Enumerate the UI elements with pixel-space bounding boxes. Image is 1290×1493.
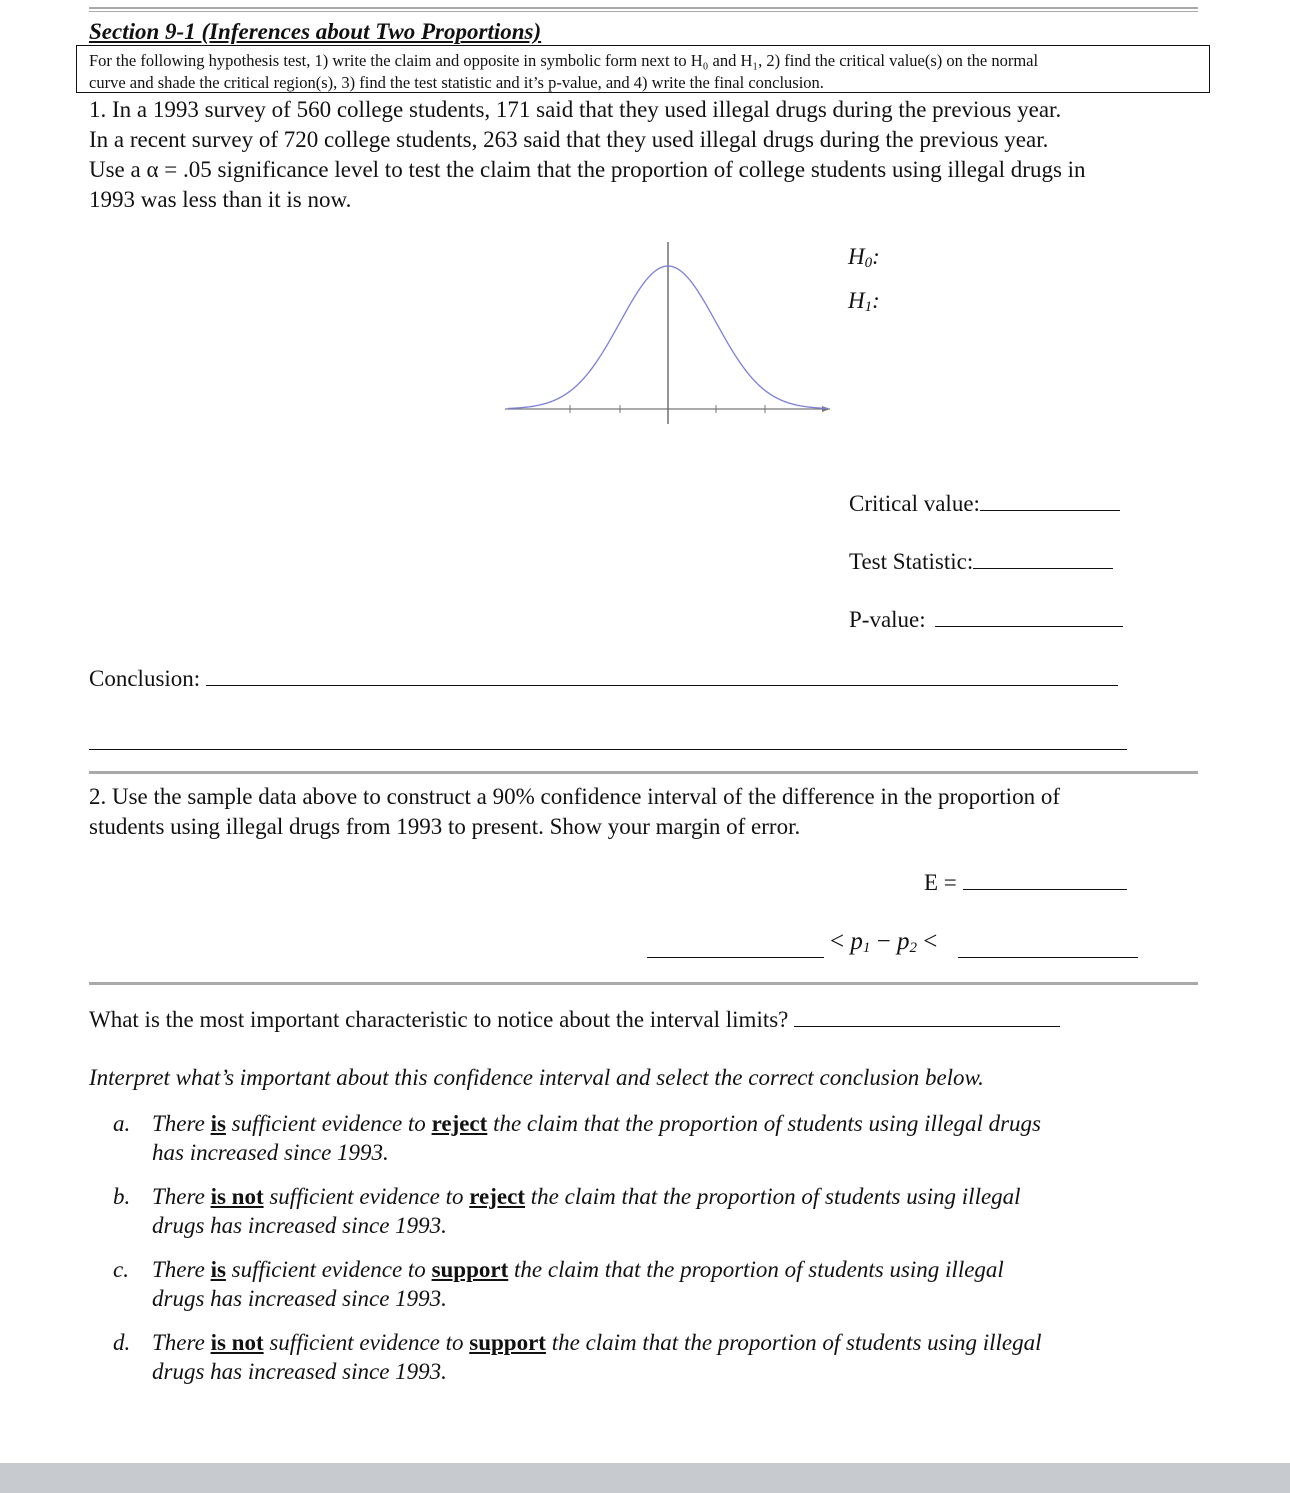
problem-1-line-4: 1993 was less than it is now. — [89, 187, 352, 212]
option-c-text-1: There — [152, 1257, 211, 1282]
option-b-text-1: There — [152, 1184, 211, 1209]
divider-2 — [89, 982, 1198, 985]
option-c-letter: c. — [113, 1257, 129, 1282]
instructions-box — [76, 45, 1210, 93]
option-d-letter: d. — [113, 1330, 131, 1355]
section-title: Section 9-1 (Inferences about Two Proportions) — [89, 19, 542, 44]
option-b-em-2: reject — [469, 1184, 526, 1209]
interval-question-text: What is the most important characteristic to notice about the interval limits? — [89, 1007, 789, 1032]
option-a-text-4: has increased since 1993. — [152, 1140, 389, 1165]
option-a[interactable] — [113, 1109, 1173, 1167]
divider-1 — [89, 771, 1198, 774]
option-d-text-3: the claim that the proportion of students using illegal — [545, 1330, 1042, 1355]
normal-curve-graph — [500, 238, 840, 430]
option-b-text-4: drugs has increased since 1993. — [152, 1213, 447, 1238]
conclusion-field — [89, 666, 1118, 692]
h1-label — [848, 288, 880, 316]
option-a-text-2: sufficient evidence to — [225, 1111, 432, 1136]
instructions-line-1: For the following hypothesis test, 1) write the claim and opposite in symbolic form next to H₀ and H₁, 2) find the critical value(s) on the normal — [89, 51, 1039, 70]
h0-letter: H — [848, 244, 865, 269]
conclusion-blank-1[interactable] — [206, 684, 1118, 686]
margin-of-error-label: E = — [924, 870, 957, 895]
problem-2-line-1: 2. Use the sample data above to construct a 90% confidence interval of the difference in the proportion of — [89, 784, 1060, 809]
problem-1-text — [89, 95, 1199, 215]
h0-label — [848, 244, 880, 272]
option-a-text-1: There — [152, 1111, 211, 1136]
problem-2-line-2: students using illegal drugs from 1993 to present. Show your margin of error. — [89, 814, 801, 839]
problem-2-text — [89, 782, 1199, 842]
option-d-text-2: sufficient evidence to — [263, 1330, 470, 1355]
conclusion-label: Conclusion: — [89, 666, 201, 691]
option-d-em-1: is not — [210, 1330, 264, 1355]
option-a-em-2: reject — [431, 1111, 488, 1136]
test-statistic-blank[interactable] — [973, 567, 1113, 569]
problem-1-line-3: Use a α = .05 significance level to test the claim that the proportion of college students using illegal drugs in — [89, 157, 1086, 182]
option-d-text-4: drugs has increased since 1993. — [152, 1359, 447, 1384]
option-a-letter: a. — [113, 1111, 131, 1136]
option-c-em-1: is — [210, 1257, 226, 1282]
option-a-text-3: the claim that the proportion of students using illegal drugs — [487, 1111, 1042, 1136]
interval-p1: p — [850, 928, 863, 955]
option-d[interactable] — [113, 1328, 1173, 1386]
interval-expression — [830, 928, 937, 957]
h1-letter: H — [848, 288, 865, 313]
option-b-text-3: the claim that the proportion of students using illegal — [525, 1184, 1021, 1209]
interval-upper-blank[interactable] — [958, 957, 1138, 958]
option-c-text-4: drugs has increased since 1993. — [152, 1286, 447, 1311]
p-value-field — [849, 607, 1123, 633]
p-value-label: P-value: — [849, 607, 926, 632]
option-b-text-2: sufficient evidence to — [263, 1184, 470, 1209]
option-c-em-2: support — [431, 1257, 509, 1282]
interval-lower-blank[interactable] — [647, 957, 824, 958]
critical-value-field — [849, 491, 1120, 517]
option-b-letter: b. — [113, 1184, 131, 1209]
margin-of-error-blank[interactable] — [963, 888, 1127, 890]
h1-colon: : — [872, 288, 880, 313]
h0-subscript: 0 — [864, 255, 873, 271]
top-rule-2 — [89, 11, 1198, 12]
option-c-text-3: the claim that the proportion of students using illegal — [508, 1257, 1004, 1282]
option-b[interactable] — [113, 1182, 1173, 1240]
interval-lt-2: < — [923, 928, 938, 955]
margin-of-error-field — [924, 870, 1127, 896]
instructions-line-2: curve and shade the critical region(s), 3) find the test statistic and it’s p-value, and 4) write the final conclusion. — [89, 73, 824, 92]
option-c-text-2: sufficient evidence to — [225, 1257, 432, 1282]
interval-p2-sub: 2 — [909, 940, 917, 956]
p-value-blank[interactable] — [935, 625, 1123, 627]
option-a-em-1: is — [210, 1111, 226, 1136]
interpret-prompt: Interpret what’s important about this confidence interval and select the correct conclusion below. — [89, 1065, 984, 1090]
test-statistic-label: Test Statistic: — [849, 549, 974, 574]
problem-1-line-2: In a recent survey of 720 college students, 263 said that they used illegal drugs during the previous year. — [89, 127, 1049, 152]
option-d-text-1: There — [152, 1330, 211, 1355]
problem-1-line-1: 1. In a 1993 survey of 560 college students, 171 said that they used illegal drugs during the previous year. — [89, 97, 1062, 122]
conclusion-blank-2[interactable] — [89, 749, 1127, 750]
critical-value-blank[interactable] — [980, 509, 1120, 511]
h1-subscript: 1 — [864, 299, 873, 315]
option-d-em-2: support — [469, 1330, 546, 1355]
option-b-em-1: is not — [210, 1184, 264, 1209]
interval-p1-sub: 1 — [862, 940, 871, 956]
test-statistic-field — [849, 549, 1113, 575]
option-c[interactable] — [113, 1255, 1173, 1313]
interval-question-blank[interactable] — [794, 1025, 1060, 1027]
h0-colon: : — [872, 244, 880, 269]
interval-minus: − — [876, 928, 891, 955]
page-footer-bar — [0, 1463, 1290, 1493]
interval-lt-1: < — [830, 928, 845, 955]
interval-question — [89, 1007, 1060, 1033]
critical-value-label: Critical value: — [849, 491, 980, 516]
top-rule — [89, 7, 1198, 9]
interval-p2: p — [896, 928, 910, 955]
